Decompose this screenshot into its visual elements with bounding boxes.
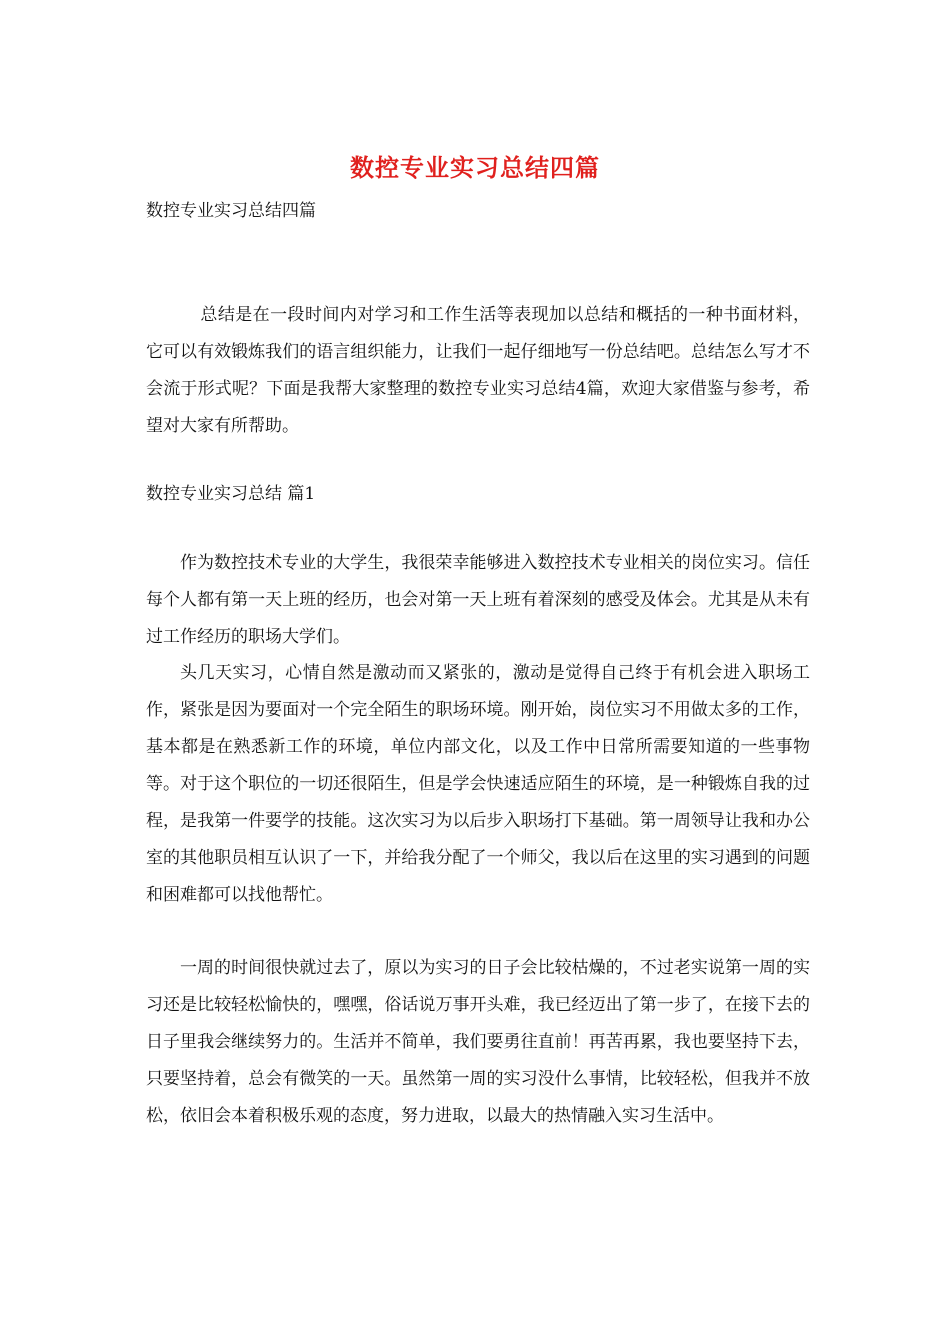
intro-paragraph: 总结是在一段时间内对学习和工作生活等表现加以总结和概括的一种书面材料，它可以有效锻炼我们的语言组织能力，让我们一起仔细地写一份总结吧。总结怎么写才不会流于形式呢？下面是我帮大家整理的数控专业实习总结4篇，欢迎大家借鉴与参考，希望对大家有所帮助。 — [146, 305, 810, 436]
body-paragraph: 头几天实习，心情自然是激动而又紧张的，激动是觉得自己终于有机会进入职场工作，紧张是因为要面对一个完全陌生的职场环境。刚开始，岗位实习不用做太多的工作，基本都是在熟悉新工作的环境，单位内部文化，以及工作中日常所需要知道的一些事物等。对于这个职位的一切还很陌生，但是学会快速适应陌生的环境，是一种锻炼自我的过程，是我第一件要学的技能。这次实习为以后步入职场打下基础。第一周领导让我和办公室的其他职员相互认识了一下，并给我分配了一个师父，我以后在这里的实习遇到的问题和困难都可以找他帮忙。 — [146, 663, 810, 905]
body-paragraph: 一周的时间很快就过去了，原以为实习的日子会比较枯燥的，不过老实说第一周的实习还是比较轻松愉快的，嘿嘿，俗话说万事开头难，我已经迈出了第一步了，在接下去的日子里我会继续努力的。生活并不简单，我们要勇往直前！再苦再累，我也要坚持下去，只要坚持着，总会有微笑的一天。虽然第一周的实习没什么事情，比较轻松，但我并不放松，依旧会本着积极乐观的态度，努力进取，以最大的热情融入实习生活中。 — [146, 958, 810, 1126]
document-title: 数控专业实习总结四篇 — [350, 153, 600, 182]
body-paragraph: 作为数控技术专业的大学生，我很荣幸能够进入数控技术专业相关的岗位实习。信任每个人都有第一天上班的经历，也会对第一天上班有着深刻的感受及体会。尤其是从未有过工作经历的职场大学们。 — [146, 553, 810, 647]
section-heading: 数控专业实习总结 篇1 — [146, 484, 316, 504]
document-subtitle: 数控专业实习总结四篇 — [146, 201, 316, 221]
